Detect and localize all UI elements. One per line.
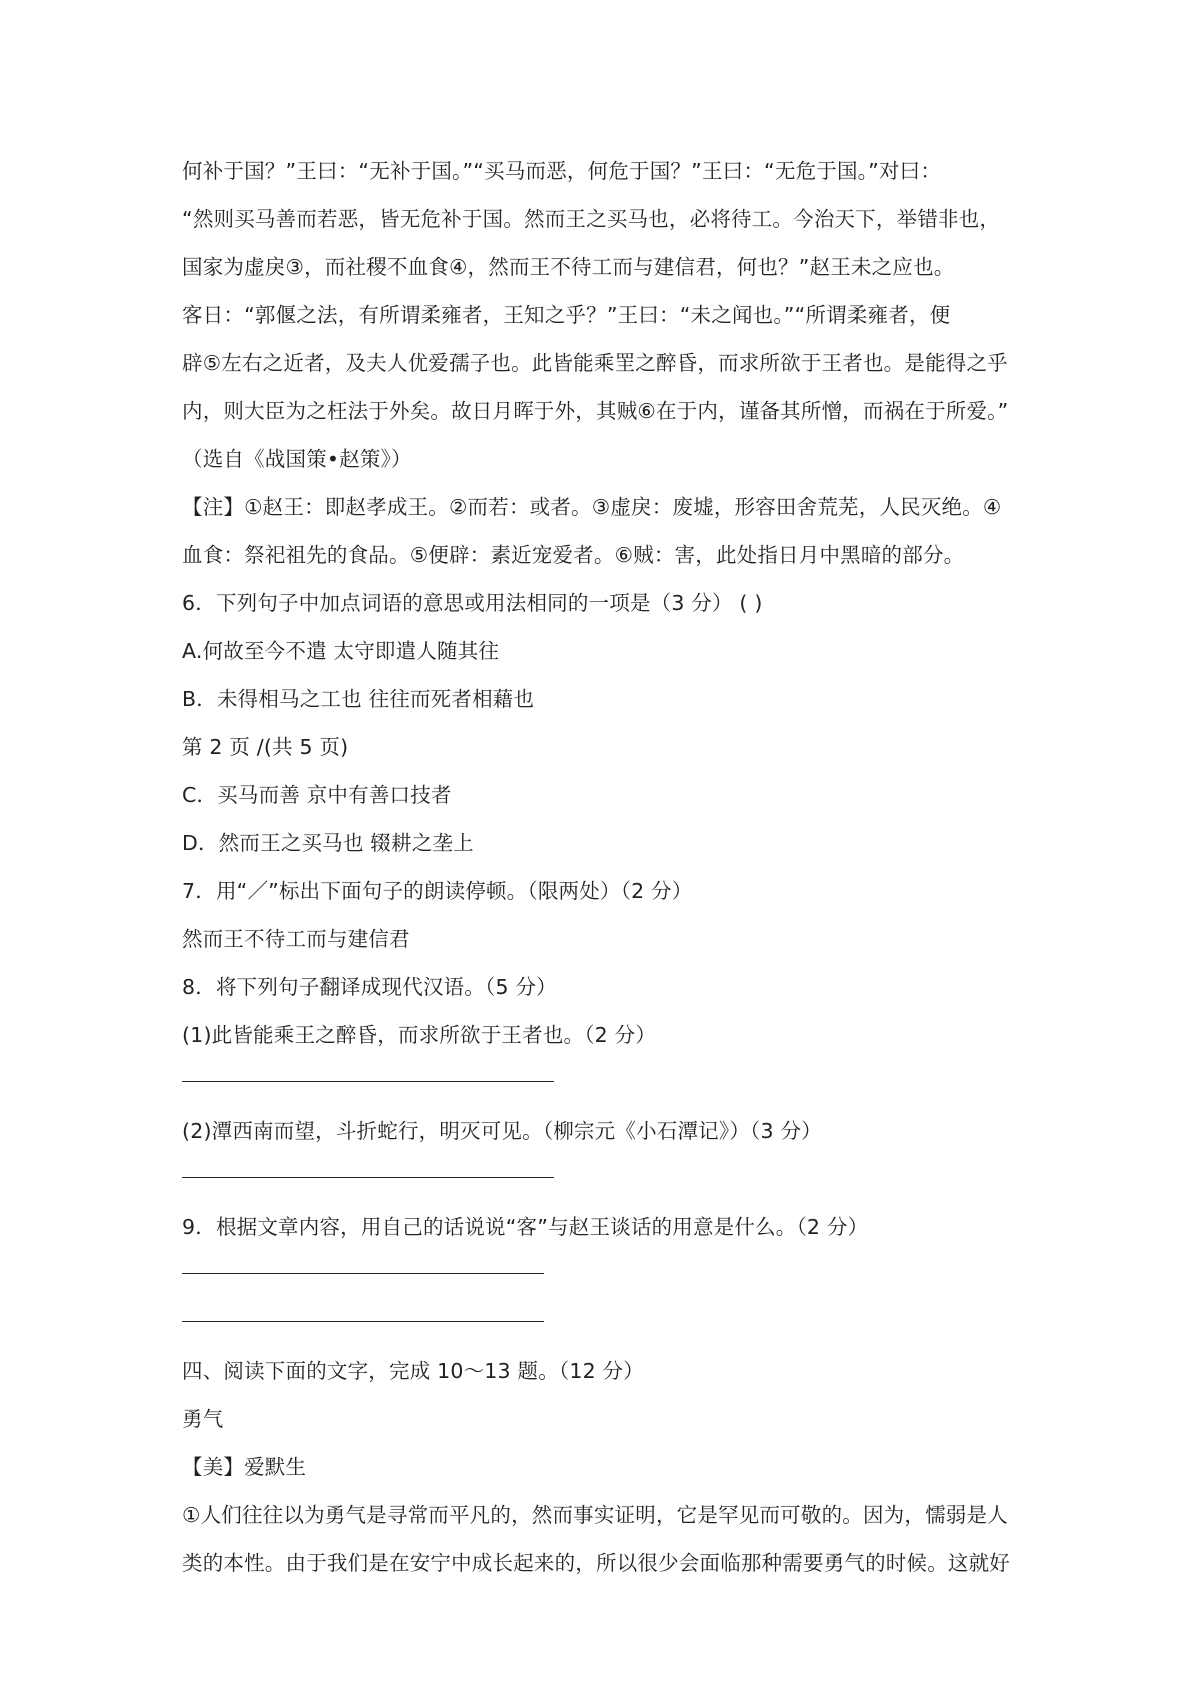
- note-line: 血食：祭祀祖先的食品。⑤便辟：素近宠爱者。⑥贼：害，此处指日月中黑暗的部分。: [182, 543, 965, 567]
- answer-line[interactable]: [182, 1299, 1032, 1347]
- option-b: B．未得相马之工也 往往而死者相藉也: [182, 687, 535, 711]
- article-author: 【美】爱默生: [182, 1455, 307, 1479]
- question-stem: 6．下列句子中加点词语的意思或用法相同的一项是（3 分） ( ): [182, 591, 763, 615]
- question-6: [182, 579, 1032, 867]
- passage-source: （选自《战国策•赵策》）: [182, 447, 412, 471]
- paragraph-line: 类的本性。由于我们是在安宁中成长起来的，所以很少会面临那种需要勇气的时候。这就好: [182, 1551, 1010, 1575]
- passage-line: “然则买马善而若恶，皆无危补于国。然而王之买马也，必将待工。今治天下，举错非也，: [182, 207, 1001, 231]
- answer-line[interactable]: [182, 1059, 1032, 1107]
- passage-line: 客日：“郭偃之法，有所谓柔雍者，王知之乎？”王曰：“未之闻也。”“所谓柔雍者，便: [182, 303, 951, 327]
- page-number: 第 2 页 /(共 5 页): [182, 735, 349, 759]
- question-stem: 9．根据文章内容，用自己的话说说“客”与赵王谈话的用意是什么。（2 分）: [182, 1215, 869, 1239]
- paragraph-line: ①人们往往以为勇气是寻常而平凡的，然而事实证明，它是罕见而可敬的。因为，懦弱是人: [182, 1503, 1008, 1527]
- document-content: [182, 147, 1032, 1587]
- passage-line: 辟⑤左右之近者，及夫人优爱孺子也。此皆能乘罜之醉昏，而求所欲于王者也。是能得之乎: [182, 351, 1008, 375]
- question-8: [182, 963, 1032, 1203]
- annotation-notes: [182, 483, 1032, 579]
- passage-line: 何补于国？”王曰：“无补于国。”“买马而恶，何危于国？”王曰：“无危于国。”对曰：: [182, 159, 942, 183]
- answer-line[interactable]: [182, 1155, 1032, 1203]
- article-title: 勇气: [182, 1407, 224, 1431]
- question-item: (2)潭西南而望，斗折蛇行，明灭可见。（柳宗元《小石潭记》）（3 分）: [182, 1119, 822, 1143]
- option-c: C．买马而善 京中有善口技者: [182, 783, 452, 807]
- question-sentence: 然而王不待工而与建信君: [182, 927, 410, 951]
- question-stem: 7．用“／”标出下面句子的朗读停顿。（限两处）（2 分）: [182, 879, 693, 903]
- classical-passage: [182, 147, 1032, 483]
- passage-line: 内，则大臣为之枉法于外矣。故日月晖于外，其贼⑥在于内，谨备其所憎，而祸在于所爱。”: [182, 399, 1009, 423]
- question-7: [182, 867, 1032, 963]
- answer-line[interactable]: [182, 1251, 1032, 1299]
- option-a: A.何故至今不遣 太守即遣人随其往: [182, 639, 500, 663]
- section-heading: 四、阅读下面的文字，完成 10～13 题。（12 分）: [182, 1359, 644, 1383]
- section-four: [182, 1347, 1032, 1587]
- question-9: [182, 1203, 1032, 1347]
- question-stem: 8．将下列句子翻译成现代汉语。（5 分）: [182, 975, 557, 999]
- option-d: D．然而王之买马也 辍耕之垄上: [182, 831, 474, 855]
- passage-line: 国家为虚戾③，而社稷不血食④，然而王不待工而与建信君，何也？”赵王未之应也。: [182, 255, 955, 279]
- note-line: 【注】①赵王：即赵孝成王。②而若：或者。③虚戾：废墟，形容田舍荒芜，人民灭绝。④: [182, 495, 1002, 519]
- question-item: (1)此皆能乘王之醉昏，而求所欲于王者也。（2 分）: [182, 1023, 657, 1047]
